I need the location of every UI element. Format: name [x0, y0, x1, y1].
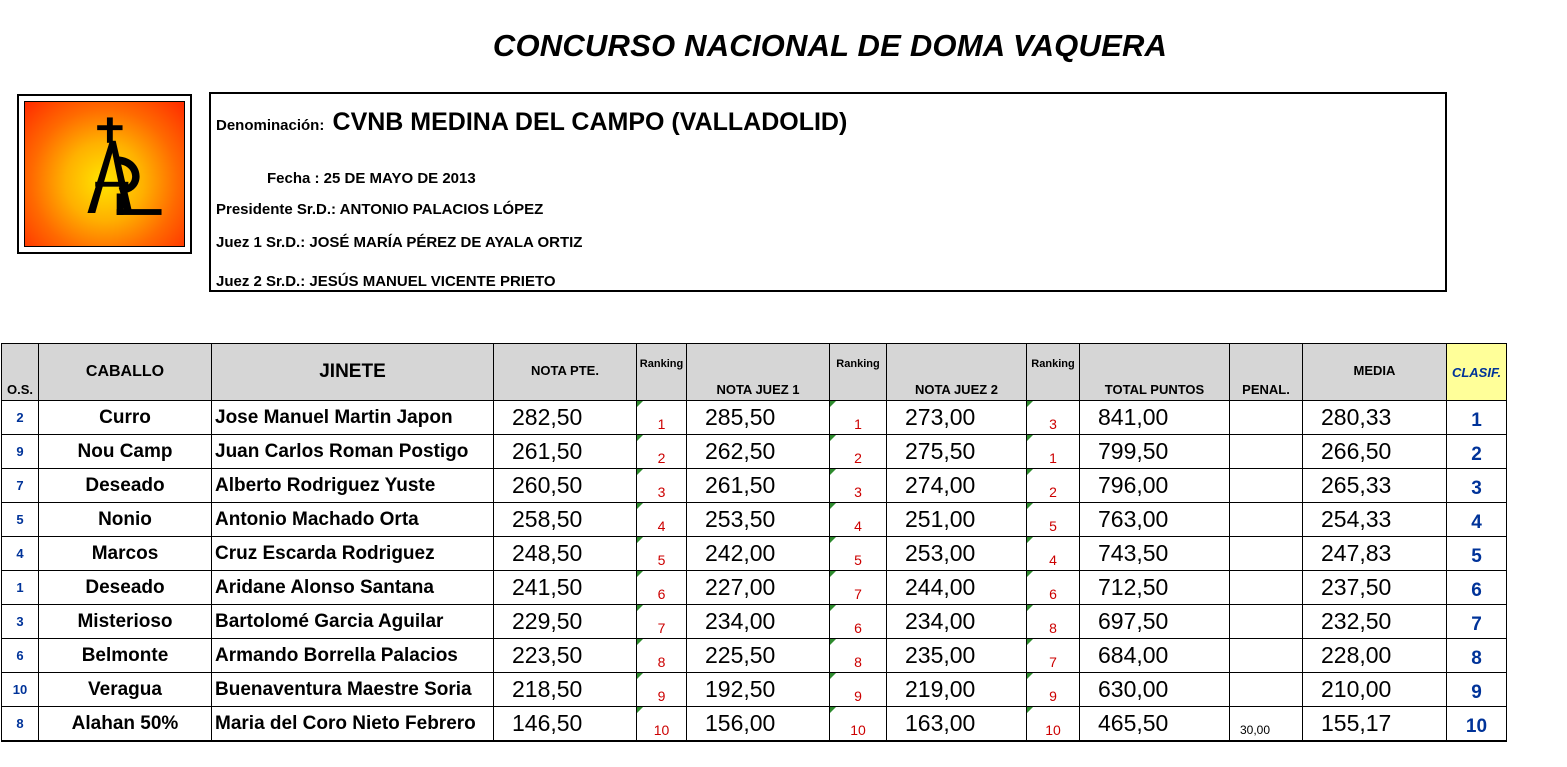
- media-cell: 210,00: [1303, 673, 1447, 707]
- ranking-3-cell: 10: [1027, 707, 1080, 742]
- fecha: Fecha : 25 DE MAYO DE 2013: [267, 170, 476, 187]
- total-puntos-cell: 799,50: [1080, 435, 1230, 469]
- ranking-2-cell: 3: [830, 469, 887, 503]
- jinete-cell: Cruz Escarda Rodriguez: [212, 537, 494, 571]
- nota-pte-cell: 223,50: [494, 639, 637, 673]
- media-cell: 280,33: [1303, 401, 1447, 435]
- table-row: [2, 401, 1507, 435]
- table-row: [2, 639, 1507, 673]
- header-penal: PENAL.: [1230, 344, 1303, 401]
- penal-cell: [1230, 571, 1303, 605]
- juez-1: Juez 1 Sr.D.: JOSÉ MARÍA PÉREZ DE AYALA ORTIZ: [216, 234, 583, 251]
- table-row: [2, 537, 1507, 571]
- os-cell: 9: [2, 435, 39, 469]
- media-cell: 232,50: [1303, 605, 1447, 639]
- os-cell: 7: [2, 469, 39, 503]
- penal-cell: [1230, 639, 1303, 673]
- os-cell: 6: [2, 639, 39, 673]
- results-body: [2, 401, 1507, 742]
- ranking-3-cell: 3: [1027, 401, 1080, 435]
- penal-cell: [1230, 605, 1303, 639]
- ranking-2-cell: 6: [830, 605, 887, 639]
- nota-juez-2-cell: 274,00: [887, 469, 1027, 503]
- table-row: [2, 707, 1507, 742]
- header-clasif: CLASIF.: [1447, 344, 1507, 401]
- clasif-cell: 9: [1447, 673, 1507, 707]
- nota-juez-2-cell: 244,00: [887, 571, 1027, 605]
- os-cell: 3: [2, 605, 39, 639]
- nota-pte-cell: 258,50: [494, 503, 637, 537]
- nota-pte-cell: 260,50: [494, 469, 637, 503]
- nota-pte-cell: 229,50: [494, 605, 637, 639]
- jinete-cell: Armando Borrella Palacios: [212, 639, 494, 673]
- ranking-2-cell: 1: [830, 401, 887, 435]
- event-info-box: [209, 92, 1447, 292]
- ranking-1-cell: 3: [637, 469, 687, 503]
- media-cell: 228,00: [1303, 639, 1447, 673]
- jinete-cell: Alberto Rodriguez Yuste: [212, 469, 494, 503]
- nota-juez-1-cell: 192,50: [687, 673, 830, 707]
- header-row: [2, 344, 1507, 401]
- denominacion-label: Denominación:: [216, 117, 325, 134]
- media-cell: 254,33: [1303, 503, 1447, 537]
- caballo-cell: Deseado: [39, 571, 212, 605]
- clasif-cell: 3: [1447, 469, 1507, 503]
- os-cell: 5: [2, 503, 39, 537]
- ranking-1-cell: 6: [637, 571, 687, 605]
- header-nota-juez-1: NOTA JUEZ 1: [687, 344, 830, 401]
- header-jinete: JINETE: [212, 344, 494, 401]
- penal-cell: [1230, 469, 1303, 503]
- ranking-3-cell: 6: [1027, 571, 1080, 605]
- media-cell: 265,33: [1303, 469, 1447, 503]
- apl-logo-icon: [19, 96, 190, 252]
- total-puntos-cell: 712,50: [1080, 571, 1230, 605]
- nota-juez-1-cell: 225,50: [687, 639, 830, 673]
- jinete-cell: Aridane Alonso Santana: [212, 571, 494, 605]
- clasif-cell: 1: [1447, 401, 1507, 435]
- nota-juez-2-cell: 275,50: [887, 435, 1027, 469]
- ranking-3-cell: 7: [1027, 639, 1080, 673]
- nota-pte-cell: 261,50: [494, 435, 637, 469]
- total-puntos-cell: 841,00: [1080, 401, 1230, 435]
- nota-juez-2-cell: 253,00: [887, 537, 1027, 571]
- penal-cell: 30,00: [1230, 707, 1303, 742]
- media-cell: 247,83: [1303, 537, 1447, 571]
- jinete-cell: Bartolomé Garcia Aguilar: [212, 605, 494, 639]
- nota-juez-1-cell: 262,50: [687, 435, 830, 469]
- nota-pte-cell: 282,50: [494, 401, 637, 435]
- ranking-1-cell: 8: [637, 639, 687, 673]
- nota-juez-1-cell: 234,00: [687, 605, 830, 639]
- header-nota-juez-2: NOTA JUEZ 2: [887, 344, 1027, 401]
- ranking-2-cell: 8: [830, 639, 887, 673]
- ranking-2-cell: 7: [830, 571, 887, 605]
- total-puntos-cell: 684,00: [1080, 639, 1230, 673]
- caballo-cell: Veragua: [39, 673, 212, 707]
- table-row: [2, 571, 1507, 605]
- nota-pte-cell: 248,50: [494, 537, 637, 571]
- caballo-cell: Deseado: [39, 469, 212, 503]
- nota-pte-cell: 218,50: [494, 673, 637, 707]
- juez-2: Juez 2 Sr.D.: JESÚS MANUEL VICENTE PRIETO: [216, 273, 556, 290]
- nota-juez-2-cell: 251,00: [887, 503, 1027, 537]
- total-puntos-cell: 796,00: [1080, 469, 1230, 503]
- ranking-1-cell: 4: [637, 503, 687, 537]
- nota-juez-1-cell: 156,00: [687, 707, 830, 742]
- jinete-cell: Jose Manuel Martin Japon: [212, 401, 494, 435]
- ranking-3-cell: 9: [1027, 673, 1080, 707]
- jinete-cell: Juan Carlos Roman Postigo: [212, 435, 494, 469]
- table-row: [2, 435, 1507, 469]
- header-nota-pte: NOTA PTE.: [494, 344, 637, 401]
- ranking-3-cell: 8: [1027, 605, 1080, 639]
- table-row: [2, 673, 1507, 707]
- denominacion-row: [216, 108, 847, 137]
- penal-cell: [1230, 537, 1303, 571]
- clasif-cell: 4: [1447, 503, 1507, 537]
- clasif-cell: 8: [1447, 639, 1507, 673]
- os-cell: 8: [2, 707, 39, 742]
- nota-juez-1-cell: 285,50: [687, 401, 830, 435]
- os-cell: 1: [2, 571, 39, 605]
- total-puntos-cell: 465,50: [1080, 707, 1230, 742]
- clasif-cell: 6: [1447, 571, 1507, 605]
- jinete-cell: Buenaventura Maestre Soria: [212, 673, 494, 707]
- nota-juez-2-cell: 219,00: [887, 673, 1027, 707]
- page-title: CONCURSO NACIONAL DE DOMA VAQUERA: [492, 28, 1168, 63]
- media-cell: 237,50: [1303, 571, 1447, 605]
- ranking-3-cell: 1: [1027, 435, 1080, 469]
- caballo-cell: Curro: [39, 401, 212, 435]
- total-puntos-cell: 630,00: [1080, 673, 1230, 707]
- header-ranking-2: Ranking: [830, 344, 887, 401]
- ranking-3-cell: 5: [1027, 503, 1080, 537]
- logo: [17, 94, 192, 254]
- clasif-cell: 7: [1447, 605, 1507, 639]
- ranking-2-cell: 10: [830, 707, 887, 742]
- nota-juez-1-cell: 242,00: [687, 537, 830, 571]
- nota-pte-cell: 146,50: [494, 707, 637, 742]
- ranking-3-cell: 2: [1027, 469, 1080, 503]
- nota-juez-2-cell: 273,00: [887, 401, 1027, 435]
- ranking-1-cell: 9: [637, 673, 687, 707]
- total-puntos-cell: 697,50: [1080, 605, 1230, 639]
- nota-juez-2-cell: 234,00: [887, 605, 1027, 639]
- header-media: MEDIA: [1303, 344, 1447, 401]
- caballo-cell: Nou Camp: [39, 435, 212, 469]
- caballo-cell: Alahan 50%: [39, 707, 212, 742]
- header-os: O.S.: [2, 344, 39, 401]
- jinete-cell: Maria del Coro Nieto Febrero: [212, 707, 494, 742]
- header-ranking-3: Ranking: [1027, 344, 1080, 401]
- jinete-cell: Antonio Machado Orta: [212, 503, 494, 537]
- clasif-cell: 5: [1447, 537, 1507, 571]
- penal-cell: [1230, 673, 1303, 707]
- ranking-1-cell: 5: [637, 537, 687, 571]
- os-cell: 4: [2, 537, 39, 571]
- ranking-1-cell: 7: [637, 605, 687, 639]
- header-caballo: CABALLO: [39, 344, 212, 401]
- ranking-1-cell: 2: [637, 435, 687, 469]
- ranking-1-cell: 1: [637, 401, 687, 435]
- caballo-cell: Misterioso: [39, 605, 212, 639]
- total-puntos-cell: 743,50: [1080, 537, 1230, 571]
- media-cell: 266,50: [1303, 435, 1447, 469]
- denominacion-value: CVNB MEDINA DEL CAMPO (VALLADOLID): [332, 108, 848, 136]
- nota-juez-2-cell: 163,00: [887, 707, 1027, 742]
- ranking-3-cell: 4: [1027, 537, 1080, 571]
- table-row: [2, 605, 1507, 639]
- ranking-2-cell: 9: [830, 673, 887, 707]
- ranking-2-cell: 2: [830, 435, 887, 469]
- ranking-2-cell: 5: [830, 537, 887, 571]
- results-table: [1, 343, 1507, 742]
- presidente: Presidente Sr.D.: ANTONIO PALACIOS LÓPEZ: [216, 201, 544, 218]
- total-puntos-cell: 763,00: [1080, 503, 1230, 537]
- caballo-cell: Nonio: [39, 503, 212, 537]
- penal-cell: [1230, 503, 1303, 537]
- penal-cell: [1230, 435, 1303, 469]
- ranking-2-cell: 4: [830, 503, 887, 537]
- caballo-cell: Marcos: [39, 537, 212, 571]
- clasif-cell: 2: [1447, 435, 1507, 469]
- os-cell: 2: [2, 401, 39, 435]
- nota-juez-1-cell: 227,00: [687, 571, 830, 605]
- nota-juez-1-cell: 253,50: [687, 503, 830, 537]
- clasif-cell: 10: [1447, 707, 1507, 742]
- os-cell: 10: [2, 673, 39, 707]
- header-total-puntos: TOTAL PUNTOS: [1080, 344, 1230, 401]
- table-row: [2, 503, 1507, 537]
- caballo-cell: Belmonte: [39, 639, 212, 673]
- nota-juez-1-cell: 261,50: [687, 469, 830, 503]
- penal-cell: [1230, 401, 1303, 435]
- nota-pte-cell: 241,50: [494, 571, 637, 605]
- table-row: [2, 469, 1507, 503]
- header-ranking-1: Ranking: [637, 344, 687, 401]
- nota-juez-2-cell: 235,00: [887, 639, 1027, 673]
- media-cell: 155,17: [1303, 707, 1447, 742]
- ranking-1-cell: 10: [637, 707, 687, 742]
